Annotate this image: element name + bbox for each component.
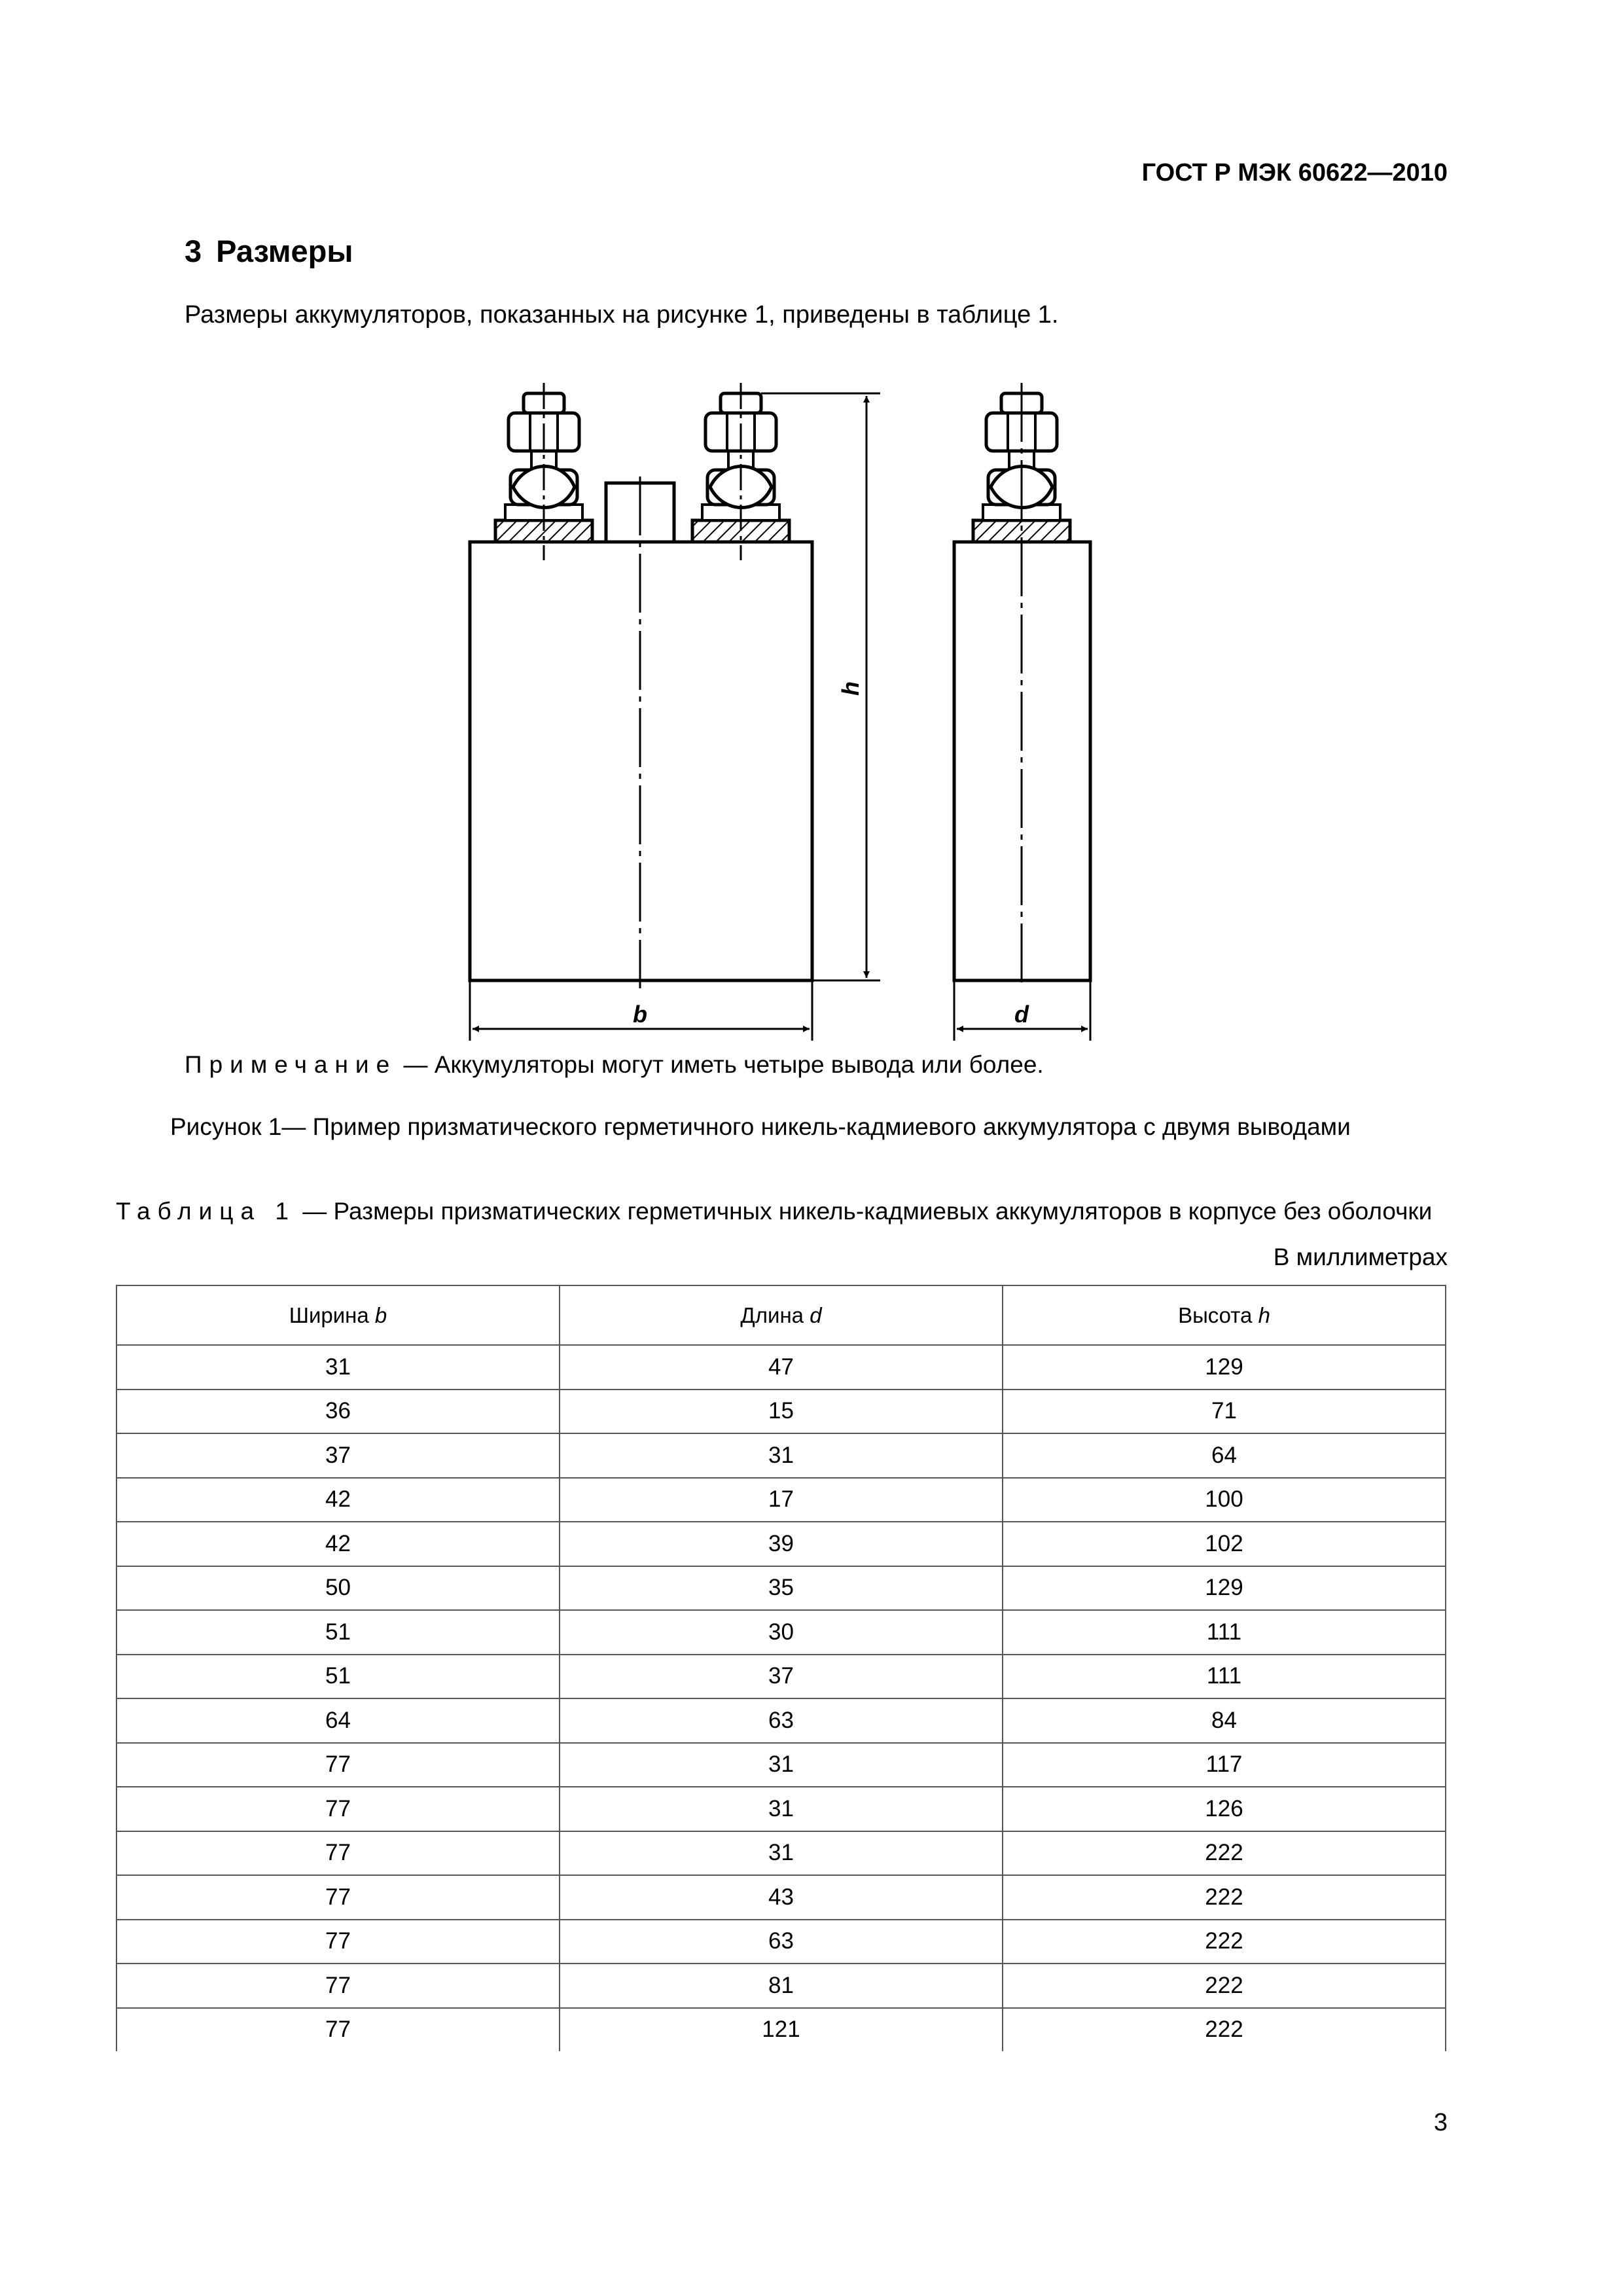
figure-caption-text: — Пример призматического герметичного никель-кадмиевого аккумулятора с двумя выводами — [281, 1113, 1351, 1140]
note-label: Примечание — [185, 1051, 397, 1078]
label-h: h — [837, 681, 864, 696]
cell-height: 129 — [1003, 1566, 1446, 1611]
cell-width: 51 — [116, 1610, 560, 1655]
cell-width: 42 — [116, 1522, 560, 1566]
cell-height: 64 — [1003, 1433, 1446, 1478]
cell-length: 15 — [560, 1390, 1003, 1434]
cell-width: 37 — [116, 1433, 560, 1478]
front-view — [470, 383, 812, 988]
cell-height: 129 — [1003, 1345, 1446, 1390]
cell-width: 42 — [116, 1478, 560, 1522]
table-row — [116, 1433, 1446, 1478]
cell-height: 222 — [1003, 1875, 1446, 1920]
cell-height: 84 — [1003, 1698, 1446, 1743]
table-caption — [116, 1198, 1432, 1225]
document-code: ГОСТ Р МЭК 60622—2010 — [1141, 159, 1448, 187]
terminal-left — [495, 383, 592, 560]
table-row — [116, 1566, 1446, 1611]
table-header-row — [116, 1285, 1446, 1345]
table-caption-text: — Размеры призматических герметичных никель-кадмиевых аккумуляторов в корпусе без оболочки — [295, 1198, 1433, 1225]
header-length: Длина d — [560, 1285, 1003, 1345]
page-number: 3 — [1433, 2109, 1448, 2136]
cell-length: 35 — [560, 1566, 1003, 1611]
table-row — [116, 1875, 1446, 1920]
cell-width: 77 — [116, 1743, 560, 1787]
cell-width: 77 — [116, 2008, 560, 2052]
cell-length: 31 — [560, 1743, 1003, 1787]
cell-width: 36 — [116, 1390, 560, 1434]
cell-height: 117 — [1003, 1743, 1446, 1787]
table-row — [116, 2008, 1446, 2052]
cell-height: 71 — [1003, 1390, 1446, 1434]
section-number: 3 — [185, 234, 202, 268]
label-d: d — [1014, 1001, 1029, 1028]
dimensions-table — [116, 1285, 1446, 2051]
cell-width: 77 — [116, 1787, 560, 1831]
cell-height: 111 — [1003, 1610, 1446, 1655]
cell-height: 222 — [1003, 2008, 1446, 2052]
cell-width: 77 — [116, 1831, 560, 1876]
cell-length: 63 — [560, 1920, 1003, 1964]
table-body — [116, 1345, 1446, 2051]
table-row — [116, 1610, 1446, 1655]
section-title: Размеры — [216, 234, 353, 268]
table-row — [116, 1787, 1446, 1831]
cell-length: 30 — [560, 1610, 1003, 1655]
cell-length: 81 — [560, 1964, 1003, 2008]
table-row — [116, 1655, 1446, 1699]
table-row — [116, 1743, 1446, 1787]
cell-length: 17 — [560, 1478, 1003, 1522]
cell-width: 51 — [116, 1655, 560, 1699]
table-row — [116, 1390, 1446, 1434]
figure-note — [185, 1051, 1044, 1079]
note-text: — Аккумуляторы могут иметь четыре вывода или более. — [397, 1051, 1044, 1078]
battery-drawing — [0, 0, 1623, 1060]
cell-width: 50 — [116, 1566, 560, 1611]
cell-width: 31 — [116, 1345, 560, 1390]
cell-height: 111 — [1003, 1655, 1446, 1699]
cell-width: 77 — [116, 1920, 560, 1964]
table-caption-label: Таблица 1 — [116, 1198, 296, 1225]
table-row — [116, 1345, 1446, 1390]
intro-paragraph: Размеры аккумуляторов, показанных на рисунке 1, приведены в таблице 1. — [185, 301, 1059, 329]
cell-height: 222 — [1003, 1920, 1446, 1964]
header-width: Ширина b — [116, 1285, 560, 1345]
cell-height: 222 — [1003, 1831, 1446, 1876]
header-height: Высота h — [1003, 1285, 1446, 1345]
cell-height: 222 — [1003, 1964, 1446, 2008]
label-b: b — [633, 1001, 647, 1028]
table-row — [116, 1478, 1446, 1522]
cell-width: 64 — [116, 1698, 560, 1743]
cell-height: 126 — [1003, 1787, 1446, 1831]
cell-length: 31 — [560, 1787, 1003, 1831]
cell-length: 47 — [560, 1345, 1003, 1390]
cell-length: 37 — [560, 1655, 1003, 1699]
cell-width: 77 — [116, 1964, 560, 2008]
table-units: В миллиметрах — [1273, 1244, 1448, 1270]
figure-caption — [170, 1113, 1351, 1141]
table-row — [116, 1831, 1446, 1876]
table-row — [116, 1964, 1446, 2008]
table-row — [116, 1698, 1446, 1743]
table-row — [116, 1522, 1446, 1566]
cell-height: 102 — [1003, 1522, 1446, 1566]
terminal-right — [692, 383, 789, 560]
side-view — [954, 383, 1090, 988]
cell-length: 63 — [560, 1698, 1003, 1743]
cell-length: 31 — [560, 1831, 1003, 1876]
cell-length: 39 — [560, 1522, 1003, 1566]
figure-caption-label: Рисунок 1 — [170, 1113, 282, 1140]
cell-length: 121 — [560, 2008, 1003, 2052]
cell-length: 31 — [560, 1433, 1003, 1478]
cell-width: 77 — [116, 1875, 560, 1920]
cell-height: 100 — [1003, 1478, 1446, 1522]
cell-length: 43 — [560, 1875, 1003, 1920]
table-row — [116, 1920, 1446, 1964]
